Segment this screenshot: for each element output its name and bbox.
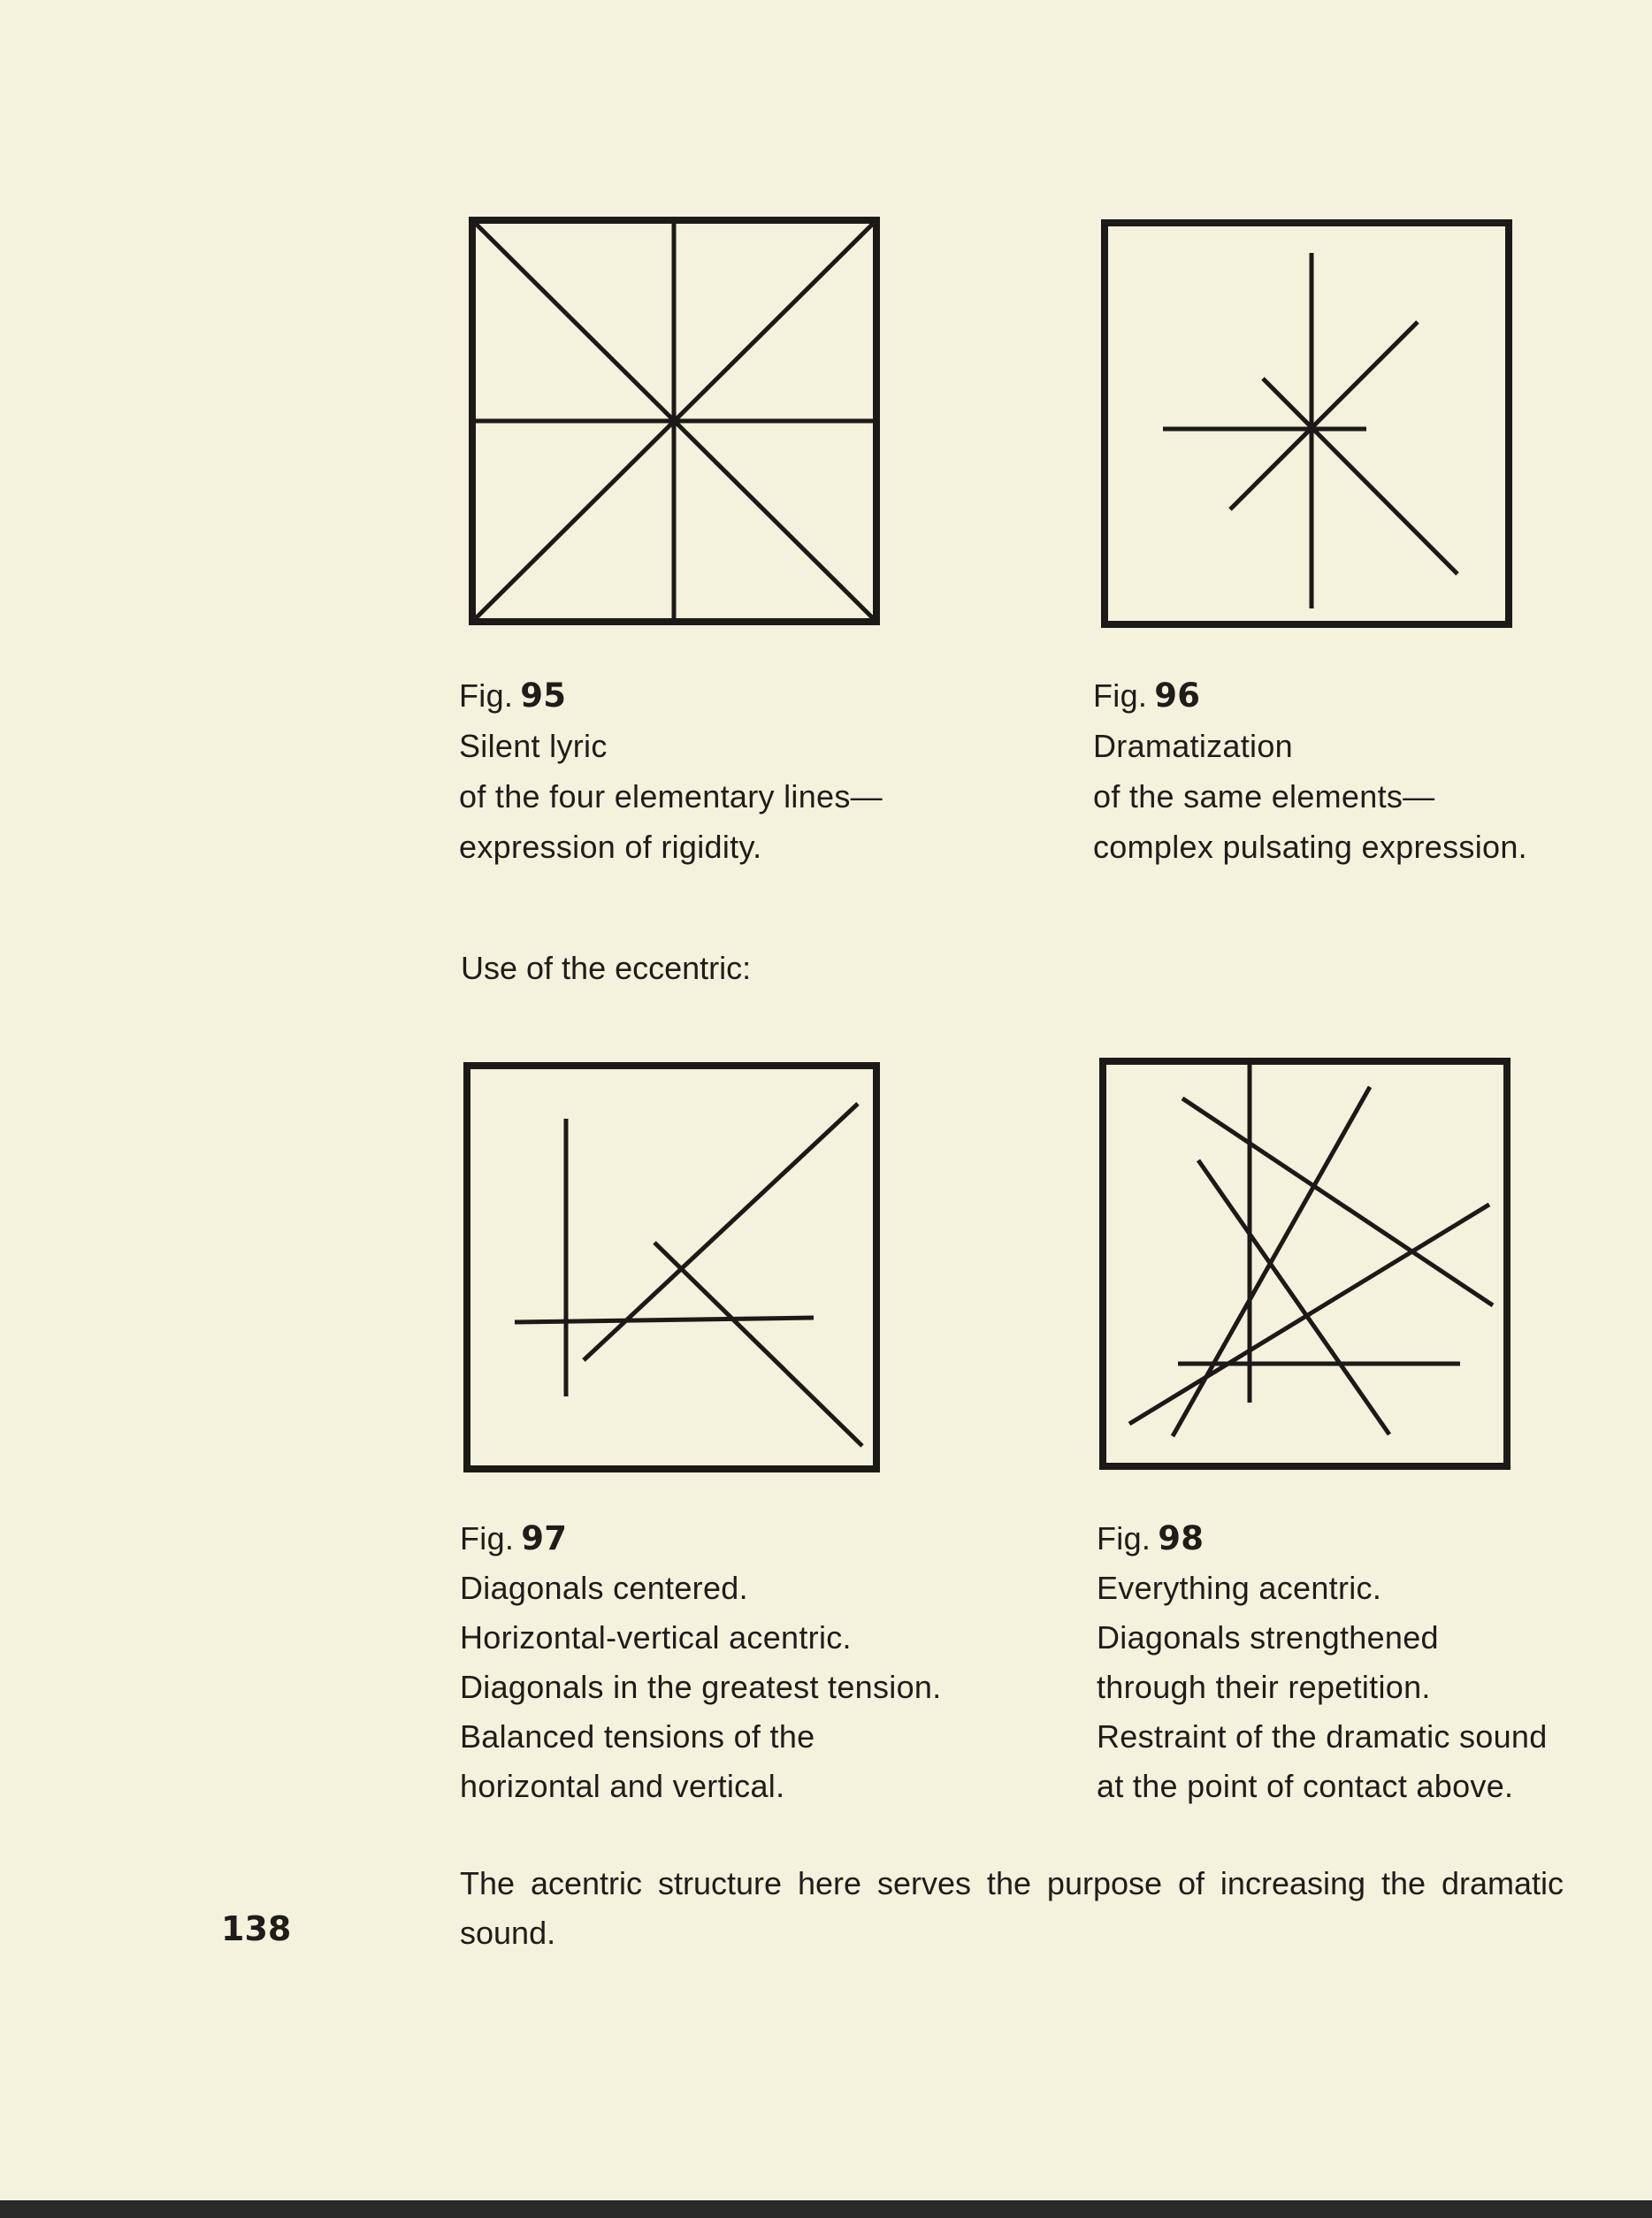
fig-prefix: Fig. [460,1520,515,1556]
scan-bottom-edge [0,2200,1652,2218]
caption-line: complex pulsating expression. [1093,829,1527,865]
caption-line: Restraint of the dramatic sound [1097,1718,1548,1755]
figure-95-caption [459,670,883,872]
figure-98-drawing [1099,1058,1511,1470]
figure-98-label [1097,1514,1548,1564]
caption-line: Everything acentric. [1097,1570,1382,1606]
figure-95-lines [476,224,873,618]
figure-97-drawing [463,1062,880,1472]
figure-96-lines [1108,226,1505,621]
caption-line: Horizontal-vertical acentric. [460,1619,852,1656]
fig96-diagonal-line-2 [1263,379,1457,574]
caption-line: Diagonals strengthened [1097,1619,1439,1656]
fig96-diagonal-line-1 [1230,322,1418,509]
caption-line: of the same elements— [1093,778,1435,815]
fig-prefix: Fig. [1093,677,1148,714]
caption-line: Diagonals in the greatest tension. [460,1669,942,1705]
caption-line: expression of rigidity. [459,829,762,865]
figure-96-caption [1093,670,1527,872]
figure-number: 98 [1158,1519,1205,1557]
closing-paragraph: The acentric structure here serves the purpose of increasing the dramatic sound. [460,1865,1564,1951]
fig97-diagonal-line-1 [584,1104,858,1360]
figure-number: 97 [521,1519,568,1557]
figure-96-drawing [1101,219,1512,628]
page-number: 138 [221,1909,292,1948]
caption-line: Balanced tensions of the [460,1718,815,1755]
figure-98-caption [1097,1514,1548,1811]
figure-96-label [1093,670,1527,721]
caption-line: through their repetition. [1097,1669,1431,1705]
figure-97-label [460,1514,942,1564]
section-heading: Use of the eccentric: [461,950,752,986]
fig98-diagonal-line-4 [1129,1205,1489,1424]
figure-97-lines [470,1069,873,1465]
caption-line: horizontal and vertical. [460,1768,785,1804]
fig97-diagonal-line-2 [654,1243,862,1446]
figure-97-caption [460,1514,942,1811]
caption-line: Diagonals centered. [460,1570,748,1606]
fig-prefix: Fig. [1097,1520,1151,1556]
caption-line: of the four elementary lines— [459,778,883,815]
fig-prefix: Fig. [459,677,514,714]
caption-line: Dramatization [1093,728,1293,764]
figure-number: 96 [1154,677,1201,715]
figure-95-label [459,670,883,721]
figure-95-drawing [469,217,880,625]
figure-98-lines [1106,1065,1503,1463]
caption-line: at the point of contact above. [1097,1768,1514,1804]
fig98-diagonal-line-3 [1198,1160,1389,1434]
figure-number: 95 [520,677,567,715]
caption-line: Silent lyric [459,728,608,764]
fig97-horizontal-line [515,1318,814,1322]
